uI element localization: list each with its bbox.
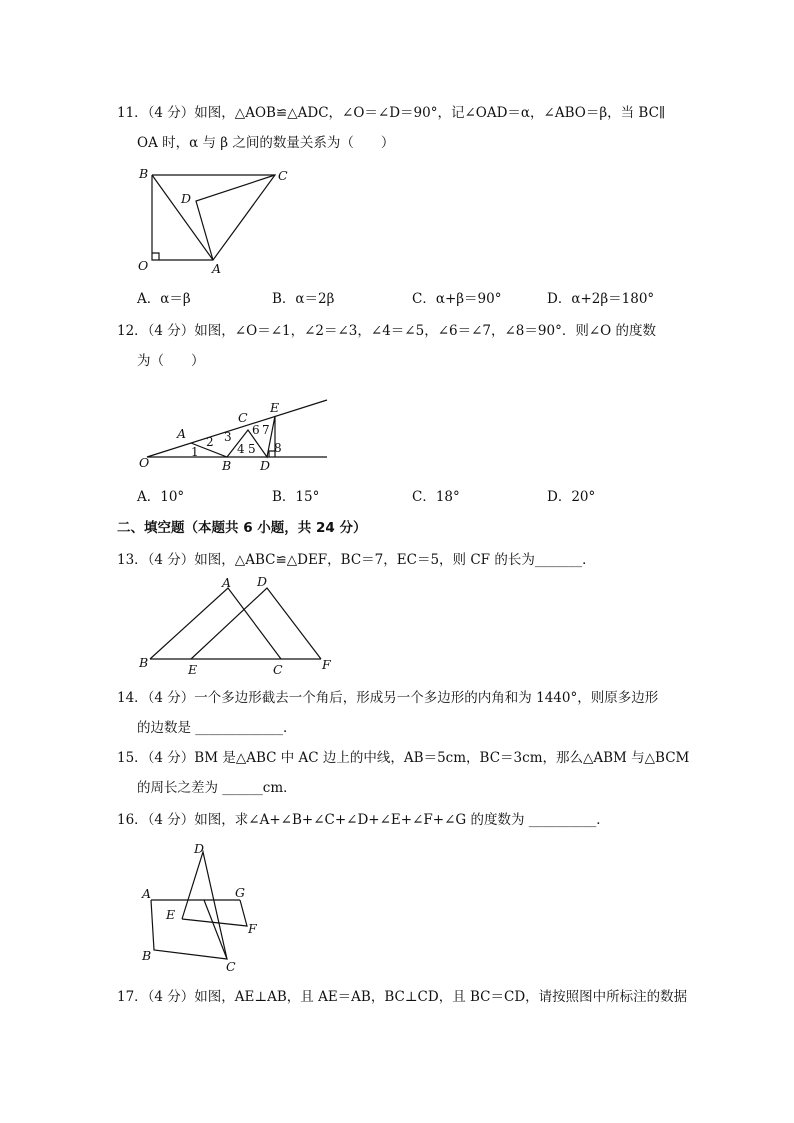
q12-label-4: 4 bbox=[237, 442, 245, 456]
q11-label-O: O bbox=[138, 258, 149, 273]
q12-label-6: 6 bbox=[252, 423, 260, 437]
q12-option-a[interactable]: A．10° bbox=[137, 489, 185, 505]
q16-label-F: F bbox=[248, 921, 257, 936]
q12-label-O: O bbox=[139, 455, 150, 470]
section-heading-fill-in: 二、填空题（本题共 6 小题，共 24 分） bbox=[117, 520, 367, 536]
q11-text-line1: 11．（4 分）如图，△AOB≌△ADC，∠O＝∠D＝90°，记∠OAD＝α，∠ABO＝β，当 BC∥ bbox=[117, 105, 666, 121]
q16-label-D: D bbox=[194, 841, 205, 856]
q16-label-A: A bbox=[142, 886, 152, 901]
q12-label-B: B bbox=[222, 458, 232, 473]
q12-label-1: 1 bbox=[191, 445, 199, 459]
q12-text-line2: 为（ ） bbox=[137, 353, 205, 369]
q13-label-B: B bbox=[139, 655, 149, 670]
q13-figure bbox=[135, 574, 335, 679]
q12-text-line1: 12．（4 分）如图，∠O＝∠1，∠2＝∠3，∠4＝∠5，∠6＝∠7，∠8＝90°．则∠O 的度数 bbox=[117, 323, 656, 339]
q12-option-d[interactable]: D．20° bbox=[547, 489, 596, 505]
q16-label-G: G bbox=[235, 885, 245, 900]
q12-label-3: 3 bbox=[224, 430, 232, 444]
q13-label-F: F bbox=[322, 657, 331, 672]
q11-text-line2: OA 时，α 与 β 之间的数量关系为（ ） bbox=[137, 135, 395, 151]
q12-label-A: A bbox=[177, 426, 187, 441]
q13-triangle-DEF bbox=[191, 588, 321, 659]
q11-option-b[interactable]: B．α＝2β bbox=[272, 291, 335, 307]
q11-option-d[interactable]: D．α+2β＝180° bbox=[547, 291, 655, 307]
q12-option-c[interactable]: C．18° bbox=[412, 489, 460, 505]
q11-segment-ADC bbox=[196, 175, 275, 260]
q16-label-E: E bbox=[166, 907, 176, 922]
q15-text-line2: 的周长之差为 ______cm． bbox=[137, 780, 297, 796]
q12-label-C: C bbox=[238, 410, 248, 425]
q12-label-8: 8 bbox=[274, 441, 282, 455]
q12-option-b[interactable]: B．15° bbox=[272, 489, 320, 505]
q12-label-E: E bbox=[270, 400, 280, 415]
q14-text-line2: 的边数是 _____________． bbox=[137, 720, 297, 736]
q12-label-2: 2 bbox=[206, 435, 214, 449]
q16-label-C: C bbox=[226, 959, 236, 974]
q14-text-line1: 14．（4 分）一个多边形截去一个角后，形成另一个多边形的内角和为 1440°，则原多边形 bbox=[117, 690, 659, 706]
q11-option-a[interactable]: A．α＝β bbox=[137, 291, 191, 307]
q17-text-line1: 17．（4 分）如图，AE⊥AB，且 AE＝AB，BC⊥CD，且 BC＝CD，请按照图中所标注的数据 bbox=[117, 989, 688, 1005]
q12-label-D: D bbox=[260, 458, 271, 473]
q13-label-A: A bbox=[222, 575, 232, 590]
q11-right-angle-mark bbox=[152, 253, 159, 260]
q15-text-line1: 15．（4 分）BM 是△ABC 中 AC 边上的中线，AB＝5cm，BC＝3cm，那么△ABM 与△BCM bbox=[117, 750, 690, 766]
q11-label-C: C bbox=[278, 168, 288, 183]
q11-polygon-OBCA bbox=[152, 175, 275, 260]
q16-text-line1: 16．（4 分）如图，求∠A+∠B+∠C+∠D+∠E+∠F+∠G 的度数为 __________． bbox=[117, 812, 610, 828]
q11-label-B: B bbox=[139, 166, 149, 181]
q13-label-E: E bbox=[188, 662, 198, 677]
q13-text-line1: 13．（4 分）如图，△ABC≌△DEF，BC＝7，EC＝5，则 CF 的长为_______． bbox=[117, 552, 596, 568]
q13-triangle-ABC bbox=[150, 588, 281, 659]
q11-label-A: A bbox=[212, 261, 222, 276]
q12-label-7: 7 bbox=[262, 423, 270, 437]
q11-segment-BA bbox=[152, 175, 213, 260]
q11-label-D: D bbox=[181, 191, 192, 206]
q16-label-B: B bbox=[142, 948, 152, 963]
q12-label-5: 5 bbox=[248, 442, 256, 456]
q11-option-c[interactable]: C．α+β＝90° bbox=[412, 291, 502, 307]
q16-figure bbox=[138, 838, 278, 978]
q13-label-D: D bbox=[257, 574, 268, 589]
q11-figure bbox=[130, 160, 300, 280]
q12-figure bbox=[135, 392, 335, 477]
q13-label-C: C bbox=[273, 662, 283, 677]
